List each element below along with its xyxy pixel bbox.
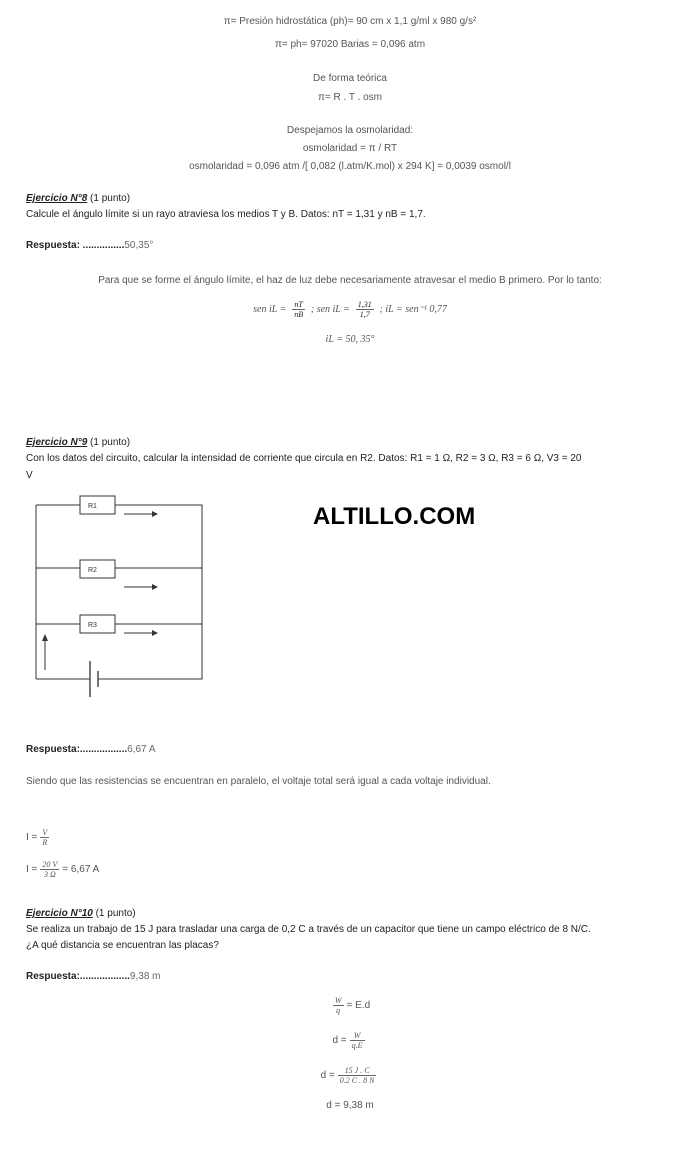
fraction xyxy=(292,300,305,319)
answer-value: 9,38 m xyxy=(129,971,161,982)
formula-text: = 6,67 A xyxy=(62,864,100,876)
numerator: V xyxy=(42,828,48,837)
arrow-head xyxy=(152,584,158,590)
exercise-9-statement: Con los datos del circuito, calcular la intensidad de corriente que circula en R2. Datos: R1 = 1 Ω, R2 = 3 Ω, R3 = 6 Ω, V3 = 20 xyxy=(26,453,582,464)
exercise-10-answer xyxy=(26,970,161,984)
exercise-9-answer xyxy=(26,743,156,757)
numerator: 1,31 xyxy=(357,300,372,309)
resistor-label: R1 xyxy=(88,503,97,510)
fraction xyxy=(338,1066,377,1085)
numerator: 15 J . C xyxy=(344,1066,370,1075)
arrow-head xyxy=(42,634,48,641)
resistor-r3 xyxy=(80,615,115,633)
answer-label: Respuesta: ............... xyxy=(26,240,125,251)
exercise-9-statement-cont: V xyxy=(26,470,33,481)
formula-text: d = xyxy=(320,1070,335,1082)
denominator: 1,7 xyxy=(356,309,374,319)
formula-text: sen iL = xyxy=(253,304,287,316)
formula-text: ; iL = sen⁻¹ 0,77 xyxy=(379,304,447,316)
exercise-points: (1 punto) xyxy=(90,193,131,204)
osmosis-line-5: Despejamos la osmolaridad: xyxy=(286,125,414,136)
answer-value: 50,35° xyxy=(124,240,154,251)
denominator: 0.2 C . 8 N xyxy=(339,1076,375,1085)
exercise-title: Ejercicio N°8 xyxy=(26,193,88,204)
formula-text: d = xyxy=(332,1035,347,1047)
circuit-wires xyxy=(36,505,202,679)
numerator: nT xyxy=(294,300,303,309)
exercise-10-equation-3 xyxy=(0,1066,700,1085)
answer-label: Respuesta:................. xyxy=(26,744,128,755)
fraction xyxy=(40,860,59,879)
osmosis-line-7: osmolaridad = 0,096 atm /[ 0,082 (l.atm/K.mol) x 294 K] = 0,0039 osmol/l xyxy=(189,161,511,172)
exercise-8-result: iL = 50, 35° xyxy=(325,334,375,345)
exercise-10-statement-cont: ¿A qué distancia se encuentran las placas? xyxy=(26,940,219,951)
numerator: W xyxy=(353,1031,361,1040)
exercise-10-equation-1 xyxy=(0,996,700,1015)
fraction xyxy=(40,828,49,847)
answer-value: 6,67 A xyxy=(127,744,156,755)
exercise-9-formula-2 xyxy=(26,860,99,879)
osmosis-line-3: De forma teórica xyxy=(313,73,387,84)
exercise-9-explanation: Siendo que las resistencias se encuentran en paralelo, el voltaje total será igual a cada voltaje individual. xyxy=(26,776,491,787)
denominator: 3 Ω xyxy=(40,869,59,879)
exercise-points: (1 punto) xyxy=(95,908,136,919)
osmosis-line-4: π= R . T . osm xyxy=(317,92,383,103)
exercise-title: Ejercicio N°9 xyxy=(26,437,88,448)
formula-text: ; sen iL = xyxy=(310,304,350,316)
formula-text: = E.d xyxy=(346,1000,371,1012)
fraction xyxy=(350,1031,365,1050)
answer-label: Respuesta:.................. xyxy=(26,971,130,982)
exercise-title: Ejercicio N°10 xyxy=(26,908,93,919)
osmosis-line-6: osmolaridad = π / RT xyxy=(302,143,398,154)
exercise-points: (1 punto) xyxy=(90,437,131,448)
resistor-label: R2 xyxy=(88,567,97,574)
resistor-label: R3 xyxy=(88,622,97,629)
osmosis-line-1: π= Presión hidrostática (ph)= 90 cm x 1,1 g/ml x 980 g/s² xyxy=(223,16,477,27)
circuit-diagram xyxy=(0,0,260,720)
denominator: q.E xyxy=(351,1041,363,1050)
resistor-r1 xyxy=(80,496,115,514)
numerator: W xyxy=(334,996,342,1005)
denominator: q xyxy=(333,1005,344,1015)
fraction xyxy=(356,300,374,319)
exercise-8-explanation: Para que se forme el ángulo límite, el haz de luz debe necesariamente atravesar el medio B primero. Por lo tanto: xyxy=(98,275,602,286)
formula-text: I = xyxy=(26,832,38,844)
exercise-9-formula-1 xyxy=(26,828,52,847)
arrow-head xyxy=(152,511,158,517)
resistor-r2 xyxy=(80,560,115,578)
exercise-10-heading xyxy=(26,907,136,921)
denominator: nB xyxy=(294,310,304,319)
formula-text: I = xyxy=(26,864,38,876)
denominator: R xyxy=(42,838,48,847)
arrow-head xyxy=(152,630,158,636)
exercise-10-statement: Se realiza un trabajo de 15 J para trasladar una carga de 0,2 C a través de un capacitor que tiene un campo eléctrico de 8 N/C. xyxy=(26,924,591,935)
exercise-8-statement: Calcule el ángulo límite si un rayo atraviesa los medios T y B. Datos: nT = 1,31 y nB = 1,7. xyxy=(26,209,426,220)
watermark-logo: ALTILLO.COM xyxy=(313,503,476,530)
fraction xyxy=(333,996,344,1015)
exercise-10-result: d = 9,38 m xyxy=(326,1100,374,1111)
exercise-10-equation-2 xyxy=(0,1031,700,1050)
numerator: 20 V xyxy=(42,860,58,869)
osmosis-line-2: π= ph= 97020 Barias = 0,096 atm xyxy=(274,39,426,50)
